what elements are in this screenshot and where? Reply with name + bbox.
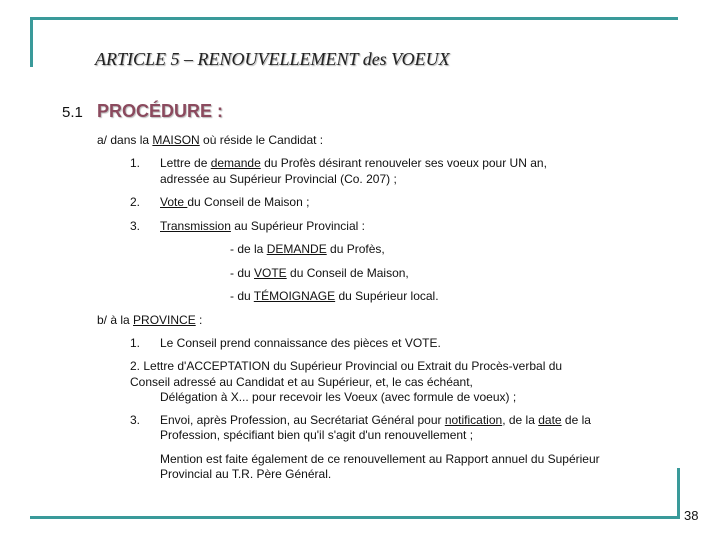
item-a3-number: 3. <box>130 219 141 233</box>
page-number: 38 <box>684 508 699 523</box>
subsection-b: b/ à la PROVINCE : <box>97 313 203 327</box>
mention-line1: Mention est faite également de ce renouvellement au Rapport annuel du Supérieur <box>160 452 600 466</box>
mention-line2: Provincial au T.R. Père Général. <box>160 467 332 481</box>
item-b2-line3: Délégation à X... pour recevoir les Voeux (avec formule de voeux) ; <box>160 390 517 404</box>
item-b1-number: 1. <box>130 336 141 350</box>
frame-top-line <box>30 17 678 20</box>
frame-right-line <box>677 468 680 519</box>
item-b2-line1: 2. Lettre d'ACCEPTATION du Supérieur Provincial ou Extrait du Procès-verbal du <box>130 359 563 373</box>
section-title: PROCÉDURE : <box>97 101 224 121</box>
item-b3-text: Envoi, après Profession, au Secrétariat Général pour notification, de la date de la <box>160 413 591 427</box>
item-a2-number: 2. <box>130 195 141 209</box>
frame-bottom-line <box>30 516 678 519</box>
item-a3-text: Transmission au Supérieur Provincial : <box>160 219 365 233</box>
section-number: 5.1 <box>62 104 83 121</box>
subitem-temoignage: - du TÉMOIGNAGE du Supérieur local. <box>230 289 439 303</box>
item-a1-text: Lettre de demande du Profès désirant renouveler ses voeux pour UN an, <box>160 156 547 170</box>
item-a2-text: Vote du Conseil de Maison ; <box>160 195 310 209</box>
subitem-demande: - de la DEMANDE du Profès, <box>230 242 385 256</box>
item-b3-text-line2: Profession, spécifiant bien qu'il s'agit d'un renouvellement ; <box>160 428 474 442</box>
frame-left-line <box>30 17 33 67</box>
item-b3-number: 3. <box>130 413 141 427</box>
item-b2-line2: Conseil adressé au Candidat et au Supérieur, et, le cas échéant, <box>130 375 473 389</box>
item-a1-text-line2: adressée au Supérieur Provincial (Co. 207) ; <box>160 172 397 186</box>
item-a1-number: 1. <box>130 156 141 170</box>
article-title: ARTICLE 5 – RENOUVELLEMENT des VOEUX <box>95 49 450 69</box>
subitem-vote: - du VOTE du Conseil de Maison, <box>230 266 409 280</box>
subsection-a: a/ dans la MAISON où réside le Candidat : <box>97 133 324 147</box>
item-b1-text: Le Conseil prend connaissance des pièces et VOTE. <box>160 336 441 350</box>
